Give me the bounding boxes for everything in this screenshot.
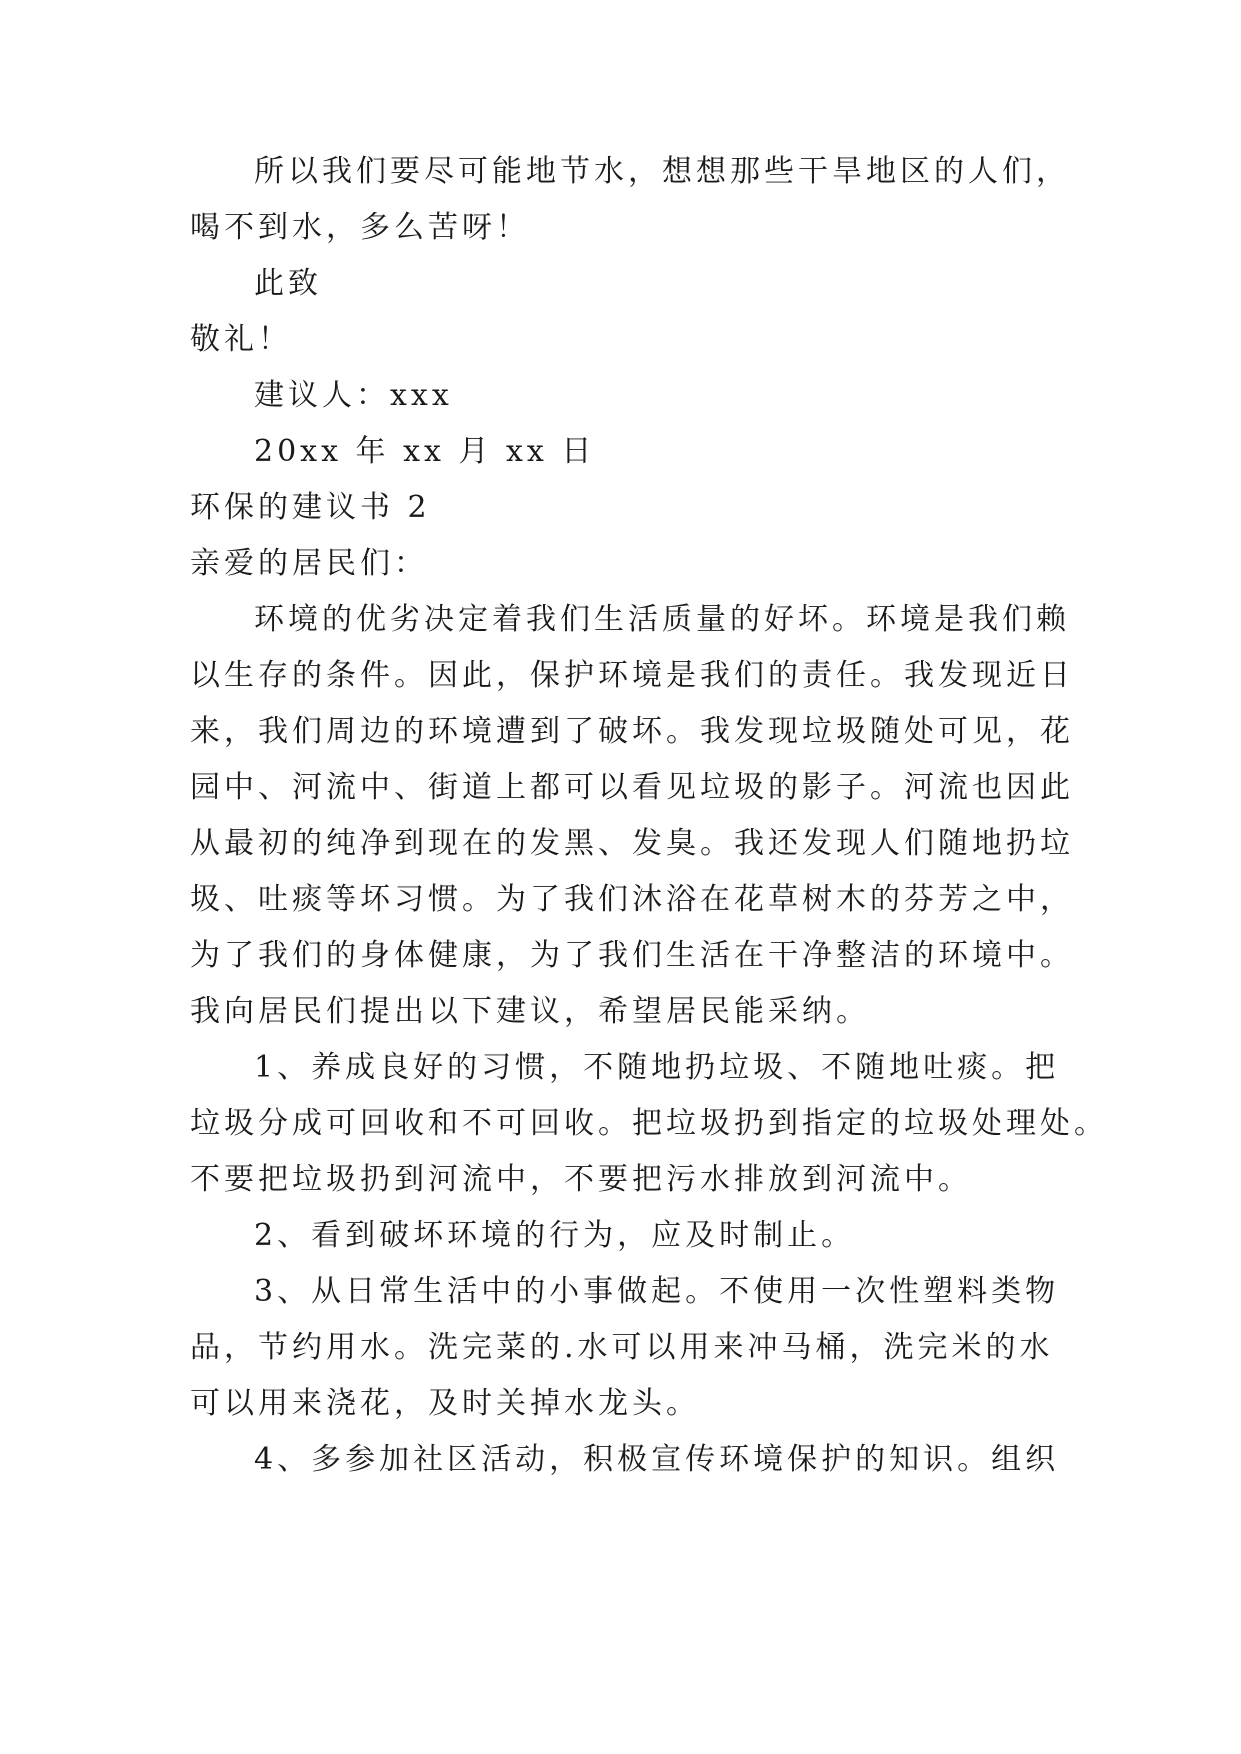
suggestion-item-4: 4、多参加社区活动，积极宣传环境保护的知识。组织: [254, 1442, 1060, 1477]
paragraph-line: 以生存的条件。因此，保护环境是我们的责任。我发现近日: [190, 658, 1074, 693]
paragraph-line: 为了我们的身体健康，为了我们生活在干净整洁的环境中。: [190, 938, 1074, 973]
greeting: 亲爱的居民们：: [190, 546, 428, 581]
closing-regards: 敬礼！: [190, 322, 292, 357]
paragraph-line: 所以我们要尽可能地节水，想想那些干旱地区的人们，: [254, 154, 1070, 189]
paragraph-line: 从最初的纯净到现在的发黑、发臭。我还发现人们随地扔垃: [190, 826, 1074, 861]
proposer-signature: 建议人：xxx: [254, 378, 453, 413]
paragraph-line: 品，节约用水。洗完菜的.水可以用来冲马桶，洗完米的水: [190, 1330, 1054, 1365]
paragraph-line: 来，我们周边的环境遭到了破坏。我发现垃圾随处可见，花: [190, 714, 1074, 749]
paragraph-line: 可以用来浇花，及时关掉水龙头。: [190, 1386, 700, 1421]
section-title: 环保的建议书 2: [190, 490, 431, 525]
paragraph-line: 圾、吐痰等坏习惯。为了我们沐浴在花草树木的芬芳之中，: [190, 882, 1074, 917]
paragraph-line: 环境的优劣决定着我们生活质量的好坏。环境是我们赖: [254, 602, 1070, 637]
paragraph-line: 我向居民们提出以下建议，希望居民能采纳。: [190, 994, 870, 1029]
paragraph-line: 垃圾分成可回收和不可回收。把垃圾扔到指定的垃圾处理处。: [190, 1106, 1108, 1141]
paragraph-line: 喝不到水，多么苦呀！: [190, 210, 530, 245]
suggestion-item-3: 3、从日常生活中的小事做起。不使用一次性塑料类物: [254, 1274, 1060, 1309]
closing-salutation: 此致: [254, 266, 322, 301]
paragraph-line: 园中、河流中、街道上都可以看见垃圾的影子。河流也因此: [190, 770, 1074, 805]
paragraph-line: 不要把垃圾扔到河流中，不要把污水排放到河流中。: [190, 1162, 972, 1197]
suggestion-item-2: 2、看到破坏环境的行为，应及时制止。: [254, 1218, 856, 1253]
letter-date: 20xx 年 xx 月 xx 日: [254, 434, 596, 469]
suggestion-item-1: 1、养成良好的习惯，不随地扔垃圾、不随地吐痰。把: [254, 1050, 1060, 1085]
